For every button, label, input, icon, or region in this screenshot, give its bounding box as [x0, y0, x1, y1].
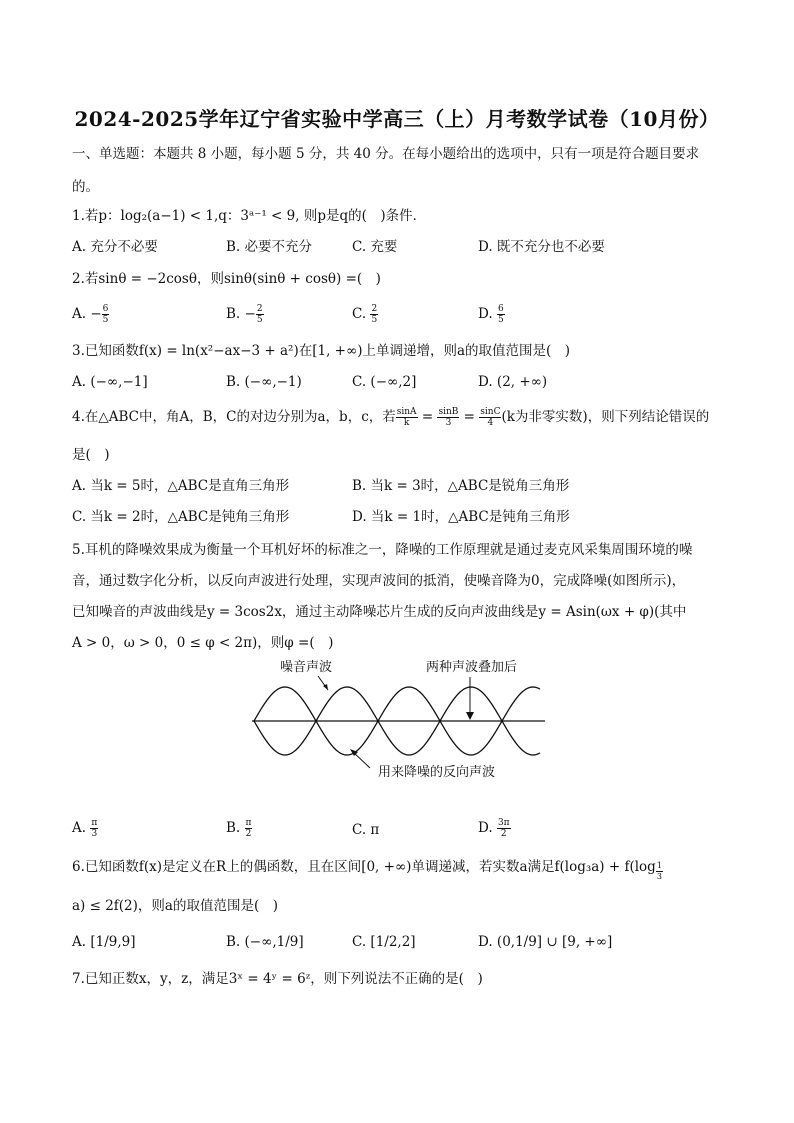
q2-option-d: D. $\frac{6}{5}$ [478, 304, 504, 325]
q5-stem-line4: A > 0，ω > 0，0 ≤ φ < 2π)，则φ =( ) [72, 635, 334, 651]
q2-option-a: A. − $\frac{6}{5}$ [72, 304, 109, 325]
q3-option-c: C. (−∞,2] [352, 374, 417, 390]
q1-stem: 1.若p：log₂(a−1) < 1,q：3ᵃ⁻¹ < 9, 则p是q的( )条件． [72, 208, 427, 224]
q6-stem-line2: a) ≤ 2f(2)，则a的取值范围是( ) [72, 898, 278, 914]
q5-option-a: A. $\frac{\pi}{3}$ [72, 818, 98, 839]
arrowhead-sum [466, 712, 474, 720]
q5-stem-line3: 已知噪音的声波曲线是y = 3cos2x，通过主动降噪芯片生成的反向声波曲线是y = Asin(ωx + φ)(其中 [72, 604, 687, 620]
q4-fraction-b: $\frac{\sin B}{3}$ [438, 407, 459, 428]
q6-option-d: D. (0,1/9] ∪ [9, +∞] [478, 934, 613, 950]
label-reverse-wave: 用来降噪的反向声波 [378, 765, 496, 780]
q6-option-b: B. (−∞,1/9] [226, 934, 304, 950]
q2-option-b: B. − $\frac{2}{5}$ [226, 304, 263, 325]
exam-title: 2024-2025学年辽宁省实验中学高三（上）月考数学试卷（10月份） [74, 107, 720, 131]
q4-fraction-c: $\frac{\sin C}{4}$ [480, 407, 501, 428]
q3-option-d: D. (2, +∞) [478, 374, 548, 390]
q1-option-b: B. 必要不充分 [226, 239, 313, 255]
q6-option-a: A. [1/9,9] [72, 934, 136, 950]
q1-option-d: D. 既不充分也不必要 [478, 239, 605, 255]
q4-stem-line1: 4.在△ABC中，角A，B，C的对边分别为a，b，c，若 $\frac{\sin A}{k}$ = $\frac{\sin B}{3}$ = $\frac{\sin C}{4}$ (k为非零实数)，则下列结论错误的 [72, 407, 710, 428]
q5-stem-line2: 音，通过数字化分析，以反向声波进行处理，实现声波间的抵消，使噪音降为0，完成降噪(如图所示)， [72, 573, 686, 589]
label-sum-wave: 两种声波叠加后 [426, 660, 518, 675]
q5-option-c: C. π [352, 822, 380, 838]
q4-fraction-a: $\frac{\sin A}{k}$ [396, 407, 417, 428]
q6-stem-line1: 6.已知函数f(x)是定义在R上的偶函数，且在区间[0, +∞)单调递减，若实数a满足f(log₃a) + f(log $\frac{1}{3}$ [72, 859, 662, 881]
q4-stem-line2: 是( ) [72, 447, 110, 463]
q5-option-d: D. $\frac{3\pi}{2}$ [478, 818, 510, 839]
label-noise-wave: 噪音声波 [280, 660, 333, 675]
q2-option-c: C. $\frac{2}{5}$ [352, 304, 378, 325]
q7-stem: 7.已知正数x，y，z，满足3ˣ = 4ʸ = 6ᶻ，则下列说法不正确的是( ) [72, 971, 483, 987]
q4-option-d: D. 当k = 1时，△ABC是钝角三角形 [352, 509, 570, 525]
q4-option-b: B. 当k = 3时，△ABC是锐角三角形 [352, 478, 570, 494]
q2-stem: 2.若sinθ = −2cosθ，则sinθ(sinθ + cosθ) =( ) [72, 271, 381, 287]
q1-option-c: C. 充要 [352, 239, 398, 255]
q3-option-a: A. (−∞,−1] [72, 374, 148, 390]
q3-option-b: B. (−∞,−1) [226, 374, 302, 390]
q3-stem: 3.已知函数f(x) = ln(x²−ax−3 + a²)在[1, +∞)上单调递增，则a的取值范围是( ) [72, 343, 571, 359]
q6-option-c: C. [1/2,2] [352, 934, 416, 950]
q4-option-c: C. 当k = 2时，△ABC是钝角三角形 [72, 509, 290, 525]
q4-option-a: A. 当k = 5时，△ABC是直角三角形 [72, 478, 290, 494]
section-instruction-line1: 一、单选题：本题共 8 小题，每小题 5 分，共 40 分。在每小题给出的选项中，只有一项是符合题目要求 [72, 146, 700, 162]
sound-wave-figure [240, 650, 560, 790]
q5-stem-line1: 5.耳机的降噪效果成为衡量一个耳机好坏的标准之一，降噪的工作原理就是通过麦克风采集周围环境的噪 [72, 542, 693, 558]
q5-option-b: B. $\frac{\pi}{2}$ [226, 818, 252, 839]
q1-option-a: A. 充分不必要 [72, 239, 158, 255]
section-instruction-line2: 的。 [72, 179, 99, 195]
